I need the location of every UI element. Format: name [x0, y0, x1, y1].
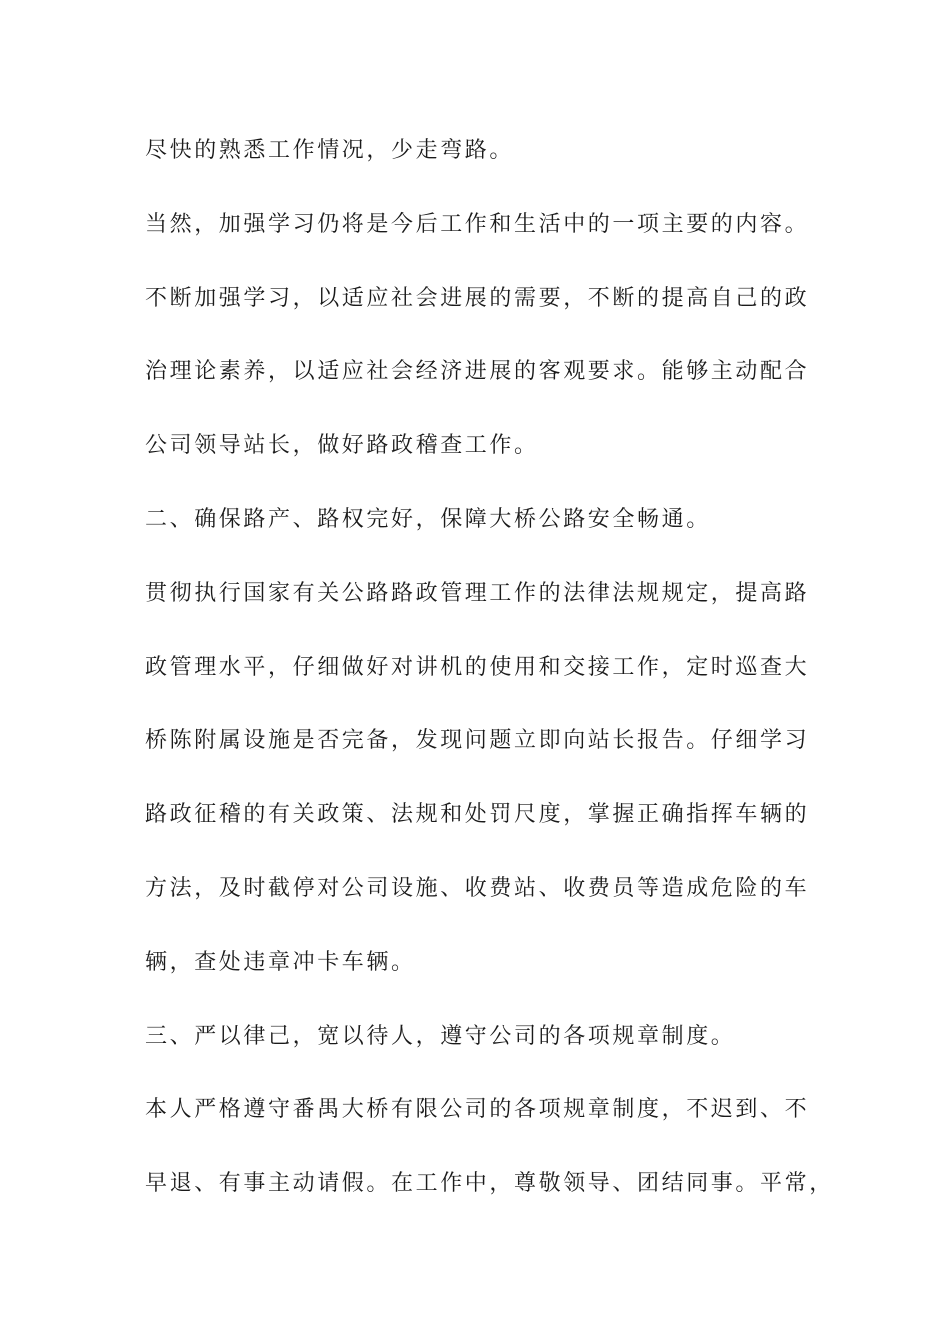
- text-line: 当然，加强学习仍将是今后工作和生活中的一项主要的内容。: [145, 211, 810, 237]
- text-line: 尽快的熟悉工作情况，少走弯路。: [145, 138, 515, 163]
- text-line: 贯彻执行国家有关公路路政管理工作的法律法规规定，提高路: [145, 580, 810, 606]
- text-line: 早退、有事主动请假。在工作中，尊敬领导、团结同事。平常，: [145, 1171, 834, 1197]
- text-line: 不断加强学习，以适应社会进展的需要，不断的提高自己的政: [145, 285, 810, 311]
- text-line: 辆，查处违章冲卡车辆。: [145, 949, 416, 975]
- text-line: 治理论素养，以适应社会经济进展的客观要求。能够主动配合: [145, 359, 810, 385]
- section-heading-3: 三、严以律己，宽以待人，遵守公司的各项规章制度。: [145, 1023, 736, 1049]
- text-line: 公司领导站长，做好路政稽查工作。: [145, 433, 539, 459]
- text-line: 路政征稽的有关政策、法规和处罚尺度，掌握正确指挥车辆的: [145, 802, 810, 828]
- text-line: 桥陈附属设施是否完备，发现问题立即向站长报告。仔细学习: [145, 728, 810, 754]
- text-line: 方法，及时截停对公司设施、收费站、收费员等造成危险的车: [145, 875, 810, 901]
- text-line: 本人严格遵守番禺大桥有限公司的各项规章制度，不迟到、不: [145, 1097, 810, 1123]
- text-line: 政管理水平，仔细做好对讲机的使用和交接工作，定时巡查大: [145, 654, 810, 680]
- section-heading-2: 二、确保路产、路权完好，保障大桥公路安全畅通。: [145, 506, 711, 532]
- document-body: [145, 128, 834, 1235]
